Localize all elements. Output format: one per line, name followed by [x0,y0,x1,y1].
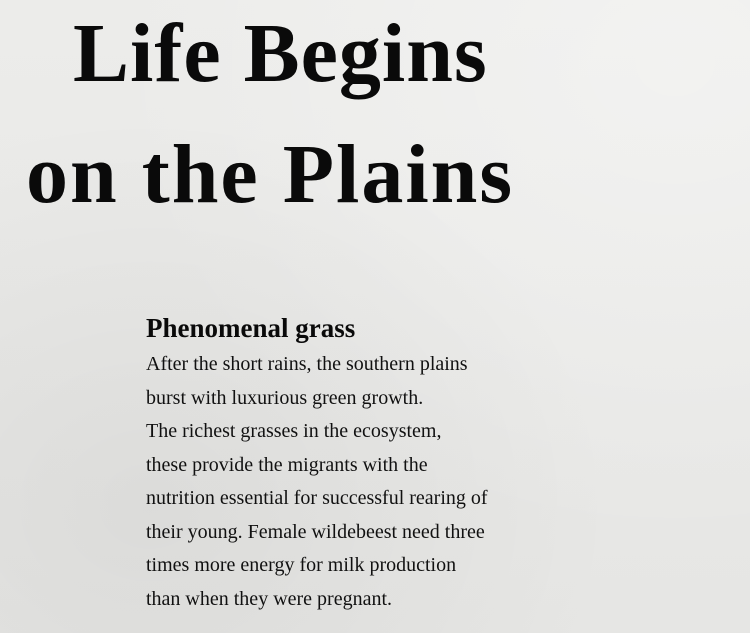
body-line: than when they were pregnant. [146,587,393,610]
section-body [146,348,596,616]
body-line: burst with luxurious green growth. [146,386,424,409]
body-line: After the short rains, the southern plains [146,353,468,375]
section-heading: Phenomenal grass [146,313,356,343]
panel-title-line-2: on the Plains [26,128,515,221]
panel-title-line-1: Life Begins [73,7,488,100]
body-line: their young. Female wildebeest need three [146,520,485,543]
text-section [146,312,596,616]
body-line: these provide the migrants with the [146,453,428,476]
body-line: times more energy for milk production [146,554,457,576]
body-line: The richest grasses in the ecosystem, [146,420,442,442]
body-line: nutrition essential for successful rearing of [146,487,488,509]
